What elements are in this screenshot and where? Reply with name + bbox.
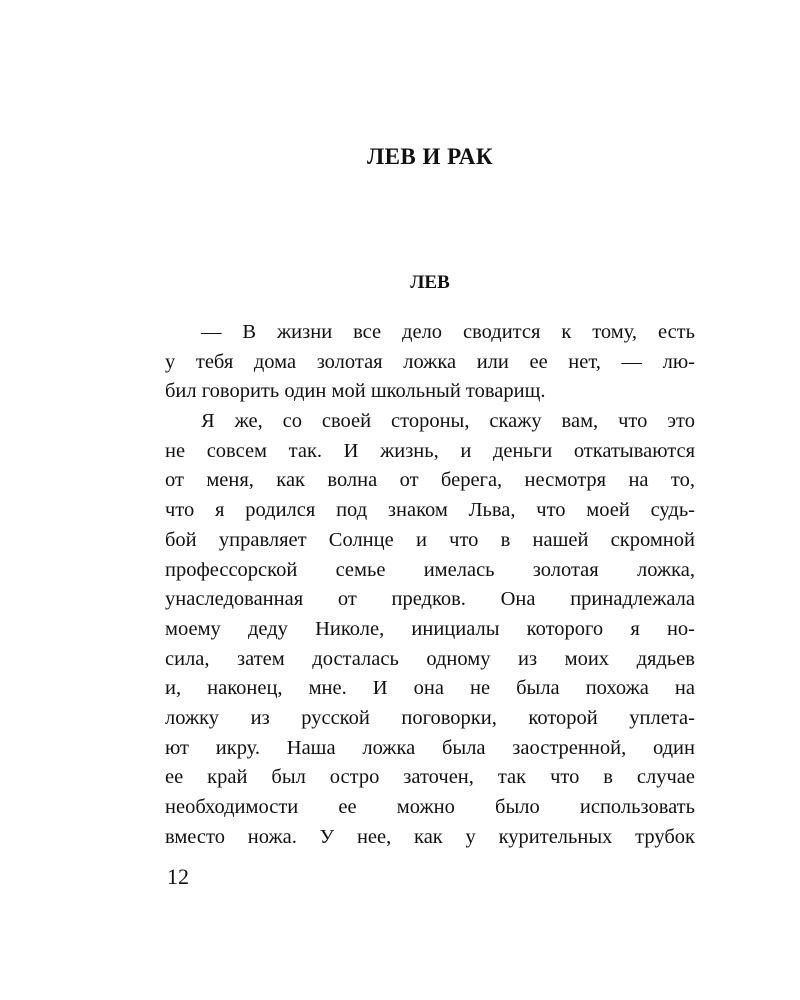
text-line: профессорской семье имелась золотая ложка, bbox=[165, 558, 695, 581]
body-text bbox=[165, 318, 695, 852]
text-line: Я же, со своей стороны, скажу вам, что это bbox=[201, 410, 695, 433]
text-line: ее край был остро заточен, так что в случае bbox=[165, 766, 695, 789]
text-line: ложку из русской поговорки, которой уплета- bbox=[165, 706, 695, 729]
text-line: вместо ножа. У нее, как у курительных трубок bbox=[165, 825, 695, 848]
text-line: не совсем так. И жизнь, и деньги откатываются bbox=[165, 439, 695, 462]
text-line: необходимости ее можно было использовать bbox=[165, 796, 695, 818]
paragraph-1 bbox=[165, 318, 695, 407]
text-line: унаследованная от предков. Она принадлежала bbox=[165, 588, 695, 611]
text-line: — В жизни все дело сводится к тому, есть bbox=[201, 321, 695, 343]
page-number: 12 bbox=[167, 864, 189, 889]
text-line: бил говорить один мой школьный товарищ. bbox=[165, 380, 546, 403]
text-line: и, наконец, мне. И она не была похожа на bbox=[165, 677, 695, 700]
text-line: от меня, как волна от берега, несмотря на то, bbox=[165, 469, 695, 492]
section-title: ЛЕВ bbox=[410, 272, 450, 293]
text-line: ют икру. Наша ложка была заостренной, один bbox=[165, 736, 695, 759]
text-line: у тебя дома золотая ложка или ее нет, — лю- bbox=[165, 350, 695, 373]
text-line: моему деду Николе, инициалы которого я но- bbox=[165, 617, 695, 640]
paragraph-2 bbox=[165, 407, 695, 852]
chapter-title: ЛЕВ И РАК bbox=[366, 144, 494, 169]
text-line: что я родился под знаком Льва, что моей судь- bbox=[165, 499, 695, 522]
text-line: сила, затем досталась одному из моих дядьев bbox=[165, 647, 695, 670]
text-line: бой управляет Солнце и что в нашей скромной bbox=[165, 528, 695, 551]
